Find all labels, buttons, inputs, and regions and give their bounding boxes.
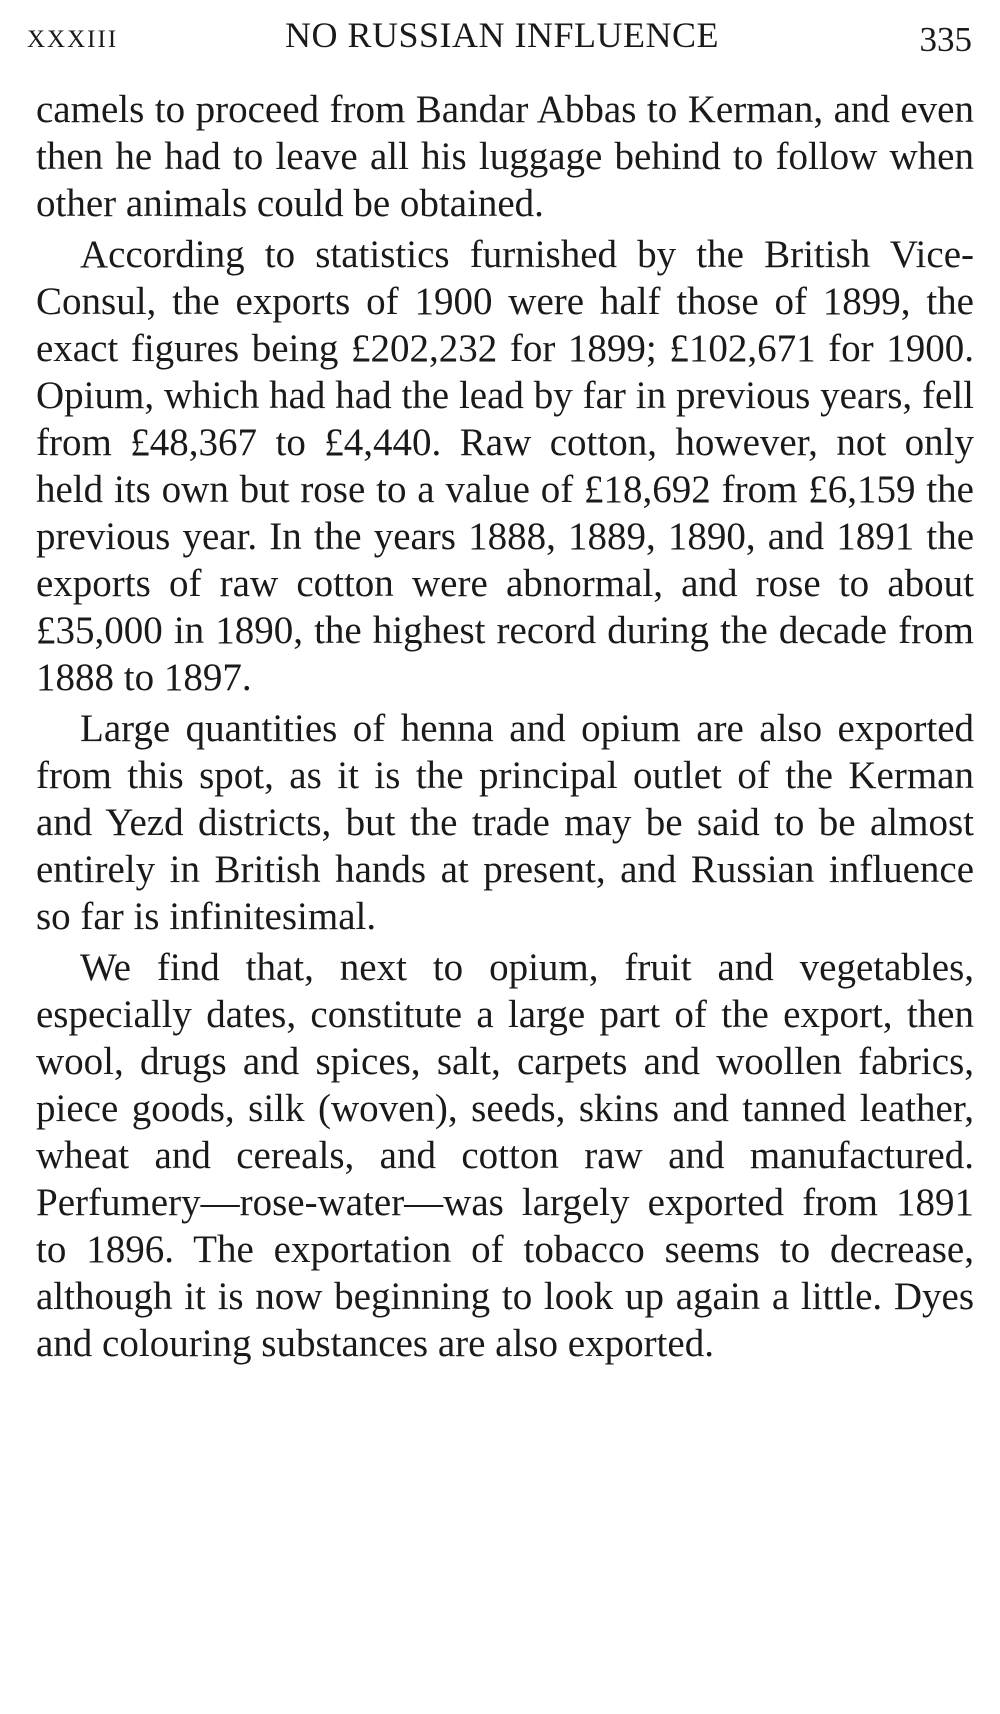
page-number: 335 bbox=[919, 20, 972, 59]
running-head bbox=[27, 12, 977, 62]
body-text bbox=[36, 86, 974, 1367]
paragraph-henna-opium: Large quantities of henna and opium are also exported from this spot, as it is the principal outlet of the Kerman and Yezd districts, but the trade may be said to be almost entirely in British hands at present, and Russian influence so far is infinitesimal. bbox=[36, 707, 974, 938]
paragraph-export-goods: We find that, next to opium, fruit and vegetables, especially dates, constitute a large part of the export, then wool, drugs and spices, salt, carpets and woollen fabrics, piece goods, silk (woven), seeds, skins and tanned leather, wheat and cereals, and cotton raw and manufactured. Perfumery—rose-water—was largely exported from 1891 to 1896. The exportation of tobacco seems to decrease, although it is now beginning to look up again a little. Dyes and colouring substances are also exported. bbox=[36, 946, 974, 1365]
running-title: NO RUSSIAN INFLUENCE bbox=[284, 15, 720, 55]
chapter-number: XXXIII bbox=[27, 26, 119, 53]
paragraph-export-statistics: According to statistics furnished by the British Vice-Consul, the exports of 1900 were half those of 1899, the exact figures being £202,232 for 1899; £102,671 for 1900. Opium, which had had the lead by far in previous years, fell from £48,367 to £4,440. Raw cotton, however, not only held its own but rose to a value of £18,692 from £6,159 the previous year. In the years 1888, 1889, 1890, and 1891 the exports of raw cotton were abnormal, and rose to about £35,000 in 1890, the highest record during the decade from 1888 to 1897. bbox=[36, 233, 974, 699]
paragraph-continued: camels to proceed from Bandar Abbas to Kerman, and even then he had to leave all his luggage behind to follow when other animals could be obtained. bbox=[36, 88, 974, 225]
